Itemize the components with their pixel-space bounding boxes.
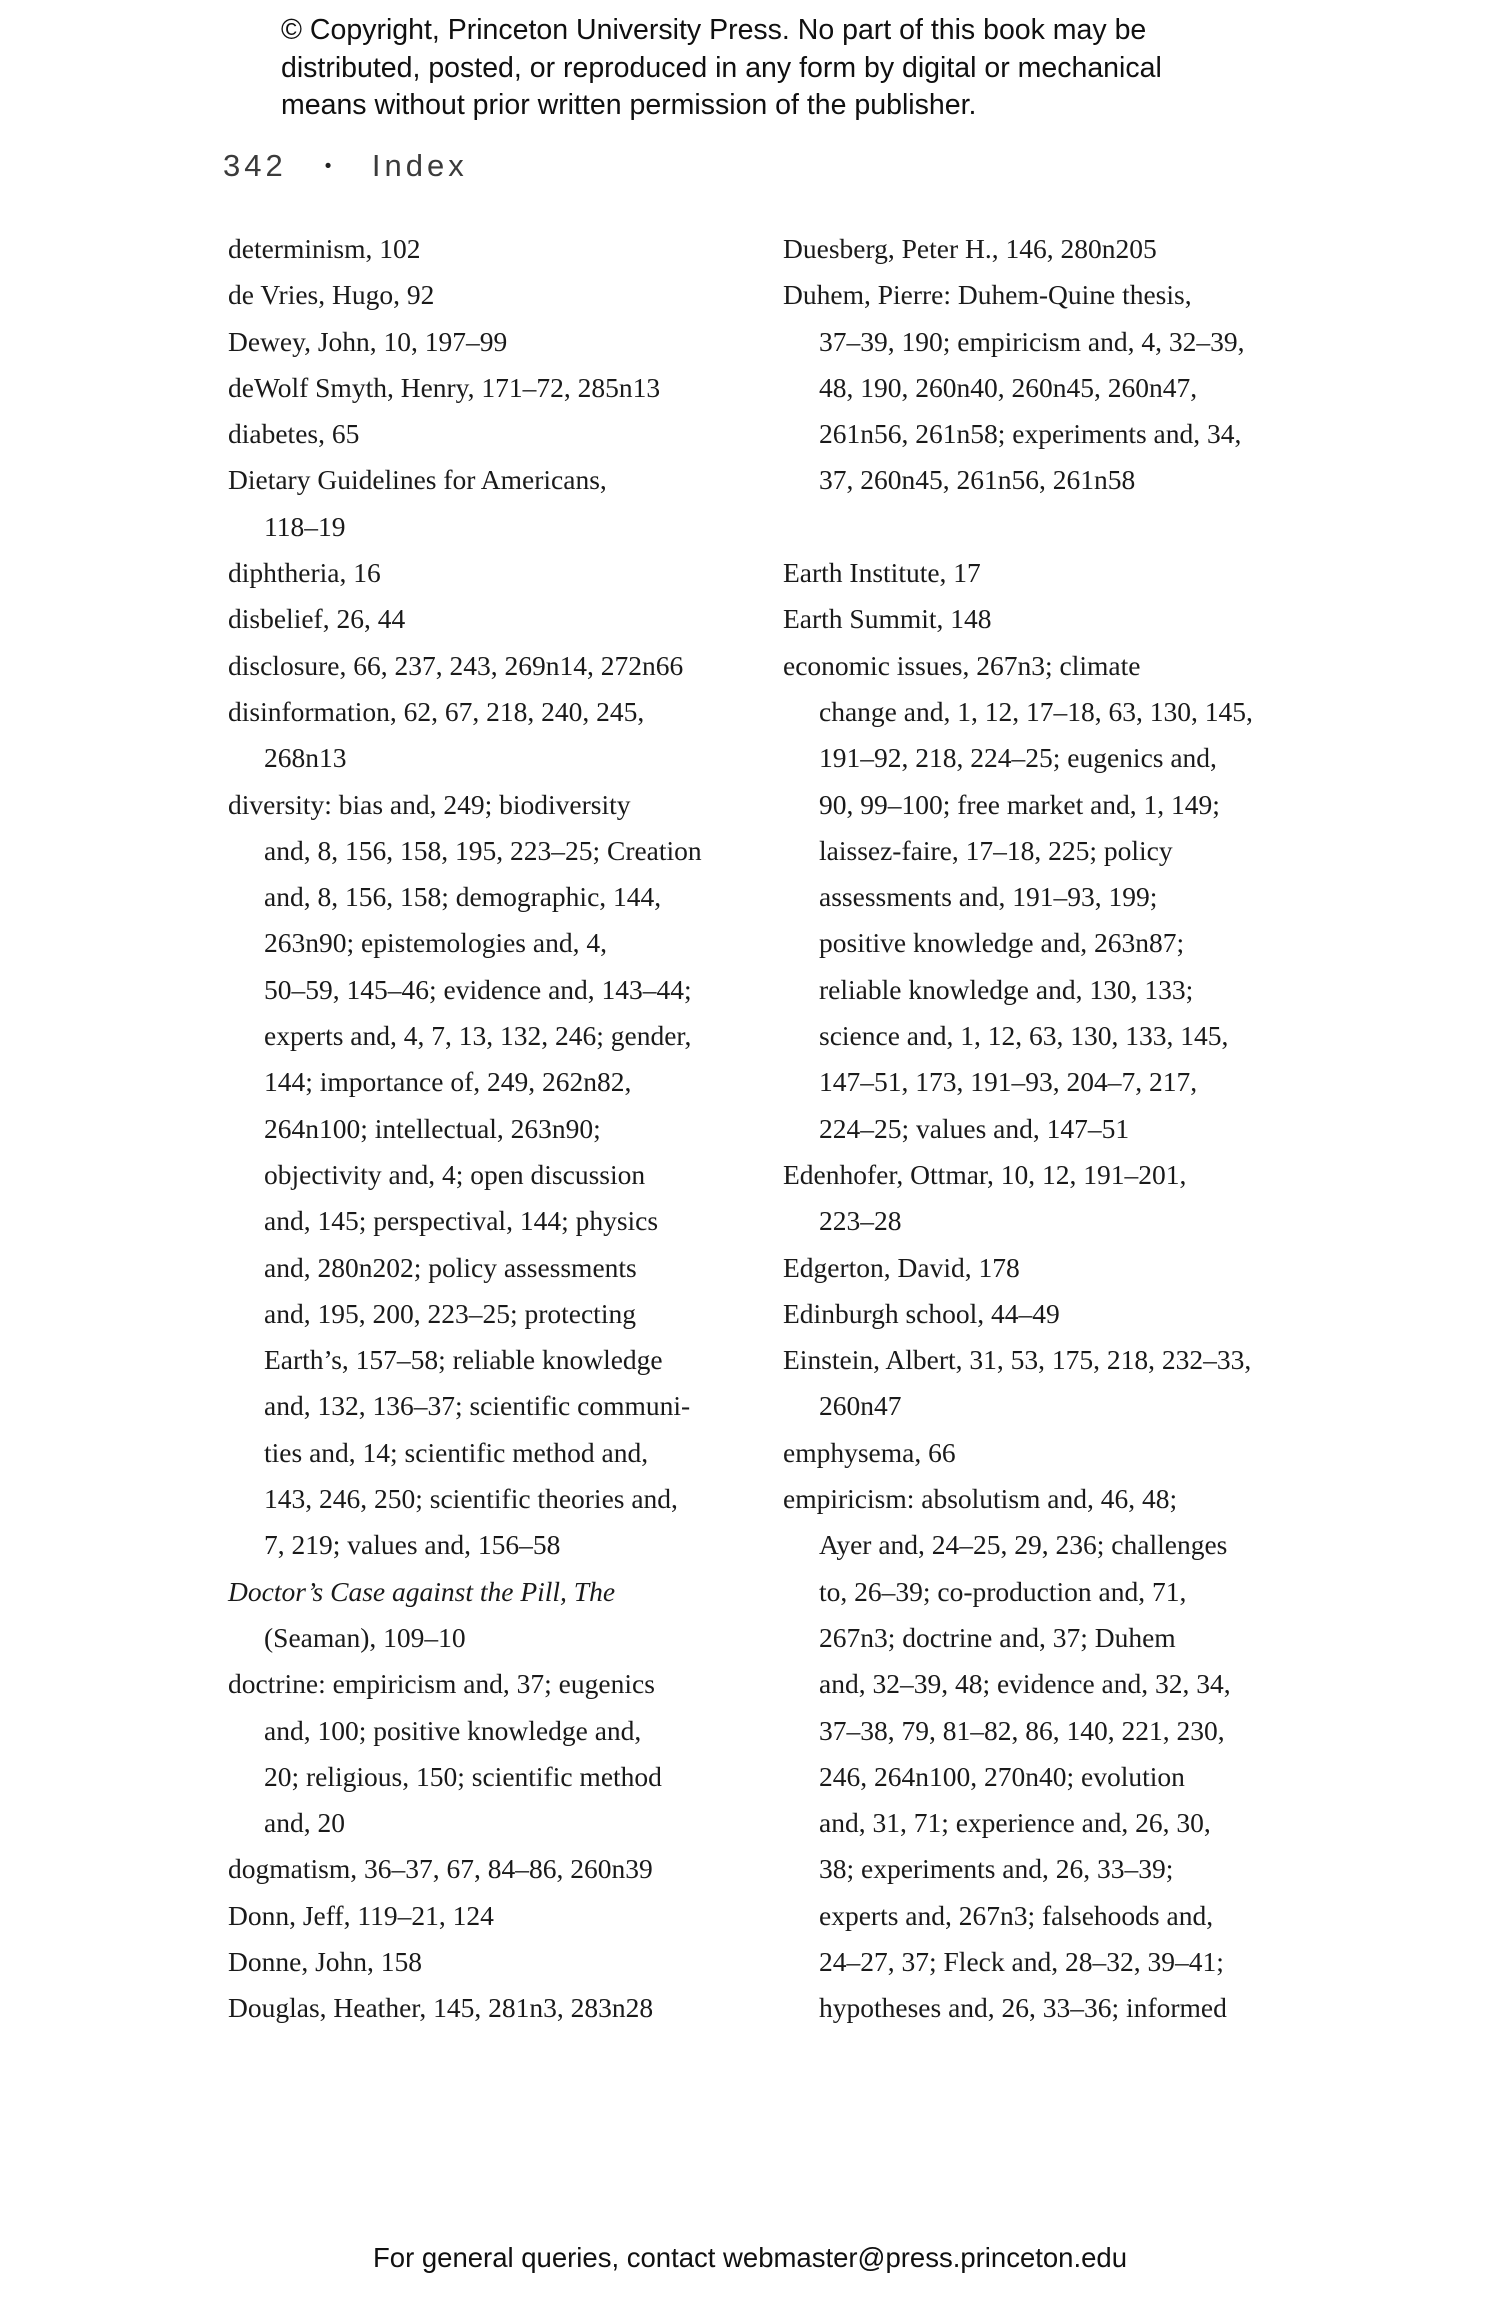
index-column-left bbox=[228, 226, 788, 2032]
index-line: diversity: bias and, 249; biodiversity bbox=[228, 788, 631, 820]
index-line: 24–27, 37; Fleck and, 28–32, 39–41; bbox=[819, 1945, 1224, 1977]
index-column-right bbox=[783, 226, 1343, 2032]
index-line: assessments and, 191–93, 199; bbox=[819, 881, 1158, 913]
index-line: hypotheses and, 26, 33–36; informed bbox=[819, 1992, 1227, 2024]
page-number: 342 bbox=[223, 148, 287, 183]
copyright-line: distributed, posted, or reproduced in any form by digital or mechanical bbox=[281, 51, 1162, 84]
index-line: laissez-faire, 17–18, 225; policy bbox=[819, 834, 1173, 866]
index-line: change and, 1, 12, 17–18, 63, 130, 145, bbox=[819, 695, 1253, 727]
index-line: 264n100; intellectual, 263n90; bbox=[264, 1112, 601, 1144]
index-line: 38; experiments and, 26, 33–39; bbox=[819, 1853, 1174, 1885]
index-line: Dewey, John, 10, 197–99 bbox=[228, 325, 508, 357]
index-line: diabetes, 65 bbox=[228, 418, 360, 450]
copyright-line: © Copyright, Princeton University Press. No part of this book may be bbox=[281, 14, 1147, 46]
index-line: and, 8, 156, 158, 195, 223–25; Creation bbox=[264, 834, 702, 866]
index-line: Einstein, Albert, 31, 53, 175, 218, 232–33, bbox=[783, 1344, 1252, 1376]
index-line: 50–59, 145–46; evidence and, 143–44; bbox=[264, 973, 692, 1005]
index-line: 267n3; doctrine and, 37; Duhem bbox=[819, 1621, 1176, 1653]
index-line: (Seaman), 109–10 bbox=[264, 1621, 466, 1653]
index-line: and, 32–39, 48; evidence and, 32, 34, bbox=[819, 1668, 1231, 1700]
footer-text: For general queries, contact bbox=[372, 2242, 716, 2273]
index-line: Edgerton, David, 178 bbox=[783, 1251, 1020, 1283]
index-line: disinformation, 62, 67, 218, 240, 245, bbox=[228, 695, 645, 727]
index-line: 260n47 bbox=[819, 1390, 902, 1422]
index-line: 268n13 bbox=[264, 742, 347, 774]
index-line: ties and, 14; scientific method and, bbox=[264, 1436, 649, 1468]
index-line: diphtheria, 16 bbox=[228, 557, 381, 589]
index-line: Douglas, Heather, 145, 281n3, 283n28 bbox=[228, 1992, 654, 2024]
separator-bullet-icon: • bbox=[324, 156, 334, 177]
index-section-gap bbox=[783, 504, 1343, 550]
index-line: Duhem, Pierre: Duhem-Quine thesis, bbox=[783, 279, 1192, 311]
index-line: Earth Institute, 17 bbox=[783, 557, 981, 589]
index-line: and, 20 bbox=[264, 1807, 345, 1839]
index-line: Duesberg, Peter H., 146, 280n205 bbox=[783, 233, 1157, 264]
index-line: 7, 219; values and, 156–58 bbox=[264, 1529, 561, 1561]
index-line: Earth’s, 157–58; reliable knowledge bbox=[264, 1344, 663, 1376]
copyright-line: means without prior written permission of the publisher. bbox=[281, 89, 977, 121]
index-line: and, 280n202; policy assessments bbox=[264, 1251, 637, 1283]
index-line: experts and, 267n3; falsehoods and, bbox=[819, 1899, 1214, 1931]
index-line: 20; religious, 150; scientific method bbox=[264, 1760, 662, 1792]
index-line: 263n90; epistemologies and, 4, bbox=[264, 927, 607, 959]
index-line: deWolf Smyth, Henry, 171–72, 285n13 bbox=[228, 371, 661, 403]
index-line: 90, 99–100; free market and, 1, 149; bbox=[819, 788, 1220, 820]
index-line: 223–28 bbox=[819, 1205, 902, 1237]
index-line: 191–92, 218, 224–25; eugenics and, bbox=[819, 742, 1217, 774]
index-line: disclosure, 66, 237, 243, 269n14, 272n66 bbox=[228, 649, 684, 681]
index-line: 261n56, 261n58; experiments and, 34, bbox=[819, 418, 1242, 450]
index-line: and, 8, 156, 158; demographic, 144, bbox=[264, 881, 662, 913]
index-line: economic issues, 267n3; climate bbox=[783, 649, 1141, 681]
index-line: and, 145; perspectival, 144; physics bbox=[264, 1205, 659, 1237]
index-line: science and, 1, 12, 63, 130, 133, 145, bbox=[819, 1020, 1229, 1052]
index-line: experts and, 4, 7, 13, 132, 246; gender, bbox=[264, 1020, 692, 1052]
index-line: Donne, John, 158 bbox=[228, 1945, 423, 1977]
index-line: Edinburgh school, 44–49 bbox=[783, 1297, 1060, 1329]
section-title: Index bbox=[371, 148, 468, 183]
index-line: and, 132, 136–37; scientific communi- bbox=[264, 1390, 691, 1422]
index-line: and, 31, 71; experience and, 26, 30, bbox=[819, 1807, 1211, 1839]
index-line: 37–38, 79, 81–82, 86, 140, 221, 230, bbox=[819, 1714, 1225, 1746]
index-line: 37–39, 190; empiricism and, 4, 32–39, bbox=[819, 325, 1245, 357]
index-line: 246, 264n100, 270n40; evolution bbox=[819, 1760, 1185, 1792]
index-line: 37, 260n45, 261n56, 261n58 bbox=[819, 464, 1136, 496]
index-line: empiricism: absolutism and, 46, 48; bbox=[783, 1483, 1178, 1515]
index-line: determinism, 102 bbox=[228, 233, 421, 264]
index-line: and, 195, 200, 223–25; protecting bbox=[264, 1297, 636, 1329]
index-line: 118–19 bbox=[264, 510, 346, 542]
index-line: 147–51, 173, 191–93, 204–7, 217, bbox=[819, 1066, 1198, 1098]
webmaster-email-link[interactable]: webmaster@press.princeton.edu bbox=[723, 2242, 1127, 2273]
index-line: 48, 190, 260n40, 260n45, 260n47, bbox=[819, 371, 1198, 403]
index-line: to, 26–39; co-production and, 71, bbox=[819, 1575, 1187, 1607]
index-line: disbelief, 26, 44 bbox=[228, 603, 406, 635]
index-line: Earth Summit, 148 bbox=[783, 603, 992, 635]
index-line: positive knowledge and, 263n87; bbox=[819, 927, 1185, 959]
index-line: emphysema, 66 bbox=[783, 1436, 956, 1468]
index-line: 224–25; values and, 147–51 bbox=[819, 1112, 1130, 1144]
running-head bbox=[223, 148, 468, 184]
index-line: Donn, Jeff, 119–21, 124 bbox=[228, 1899, 494, 1931]
index-line: reliable knowledge and, 130, 133; bbox=[819, 973, 1194, 1005]
index-line: Ayer and, 24–25, 29, 236; challenges bbox=[819, 1529, 1228, 1561]
index-line: doctrine: empiricism and, 37; eugenics bbox=[228, 1668, 655, 1700]
index-line: 143, 246, 250; scientific theories and, bbox=[264, 1483, 678, 1515]
index-line: de Vries, Hugo, 92 bbox=[228, 279, 435, 311]
index-line: and, 100; positive knowledge and, bbox=[264, 1714, 642, 1746]
page-footer bbox=[0, 2242, 1500, 2274]
index-line: dogmatism, 36–37, 67, 84–86, 260n39 bbox=[228, 1853, 653, 1885]
index-line: Edenhofer, Ottmar, 10, 12, 191–201, bbox=[783, 1158, 1187, 1190]
index-line: Dietary Guidelines for Americans, bbox=[228, 464, 607, 496]
index-line: Doctor’s Case against the Pill, The bbox=[228, 1575, 616, 1607]
index-line: 144; importance of, 249, 262n82, bbox=[264, 1066, 632, 1098]
copyright-notice bbox=[281, 12, 1162, 125]
index-line: objectivity and, 4; open discussion bbox=[264, 1158, 646, 1190]
